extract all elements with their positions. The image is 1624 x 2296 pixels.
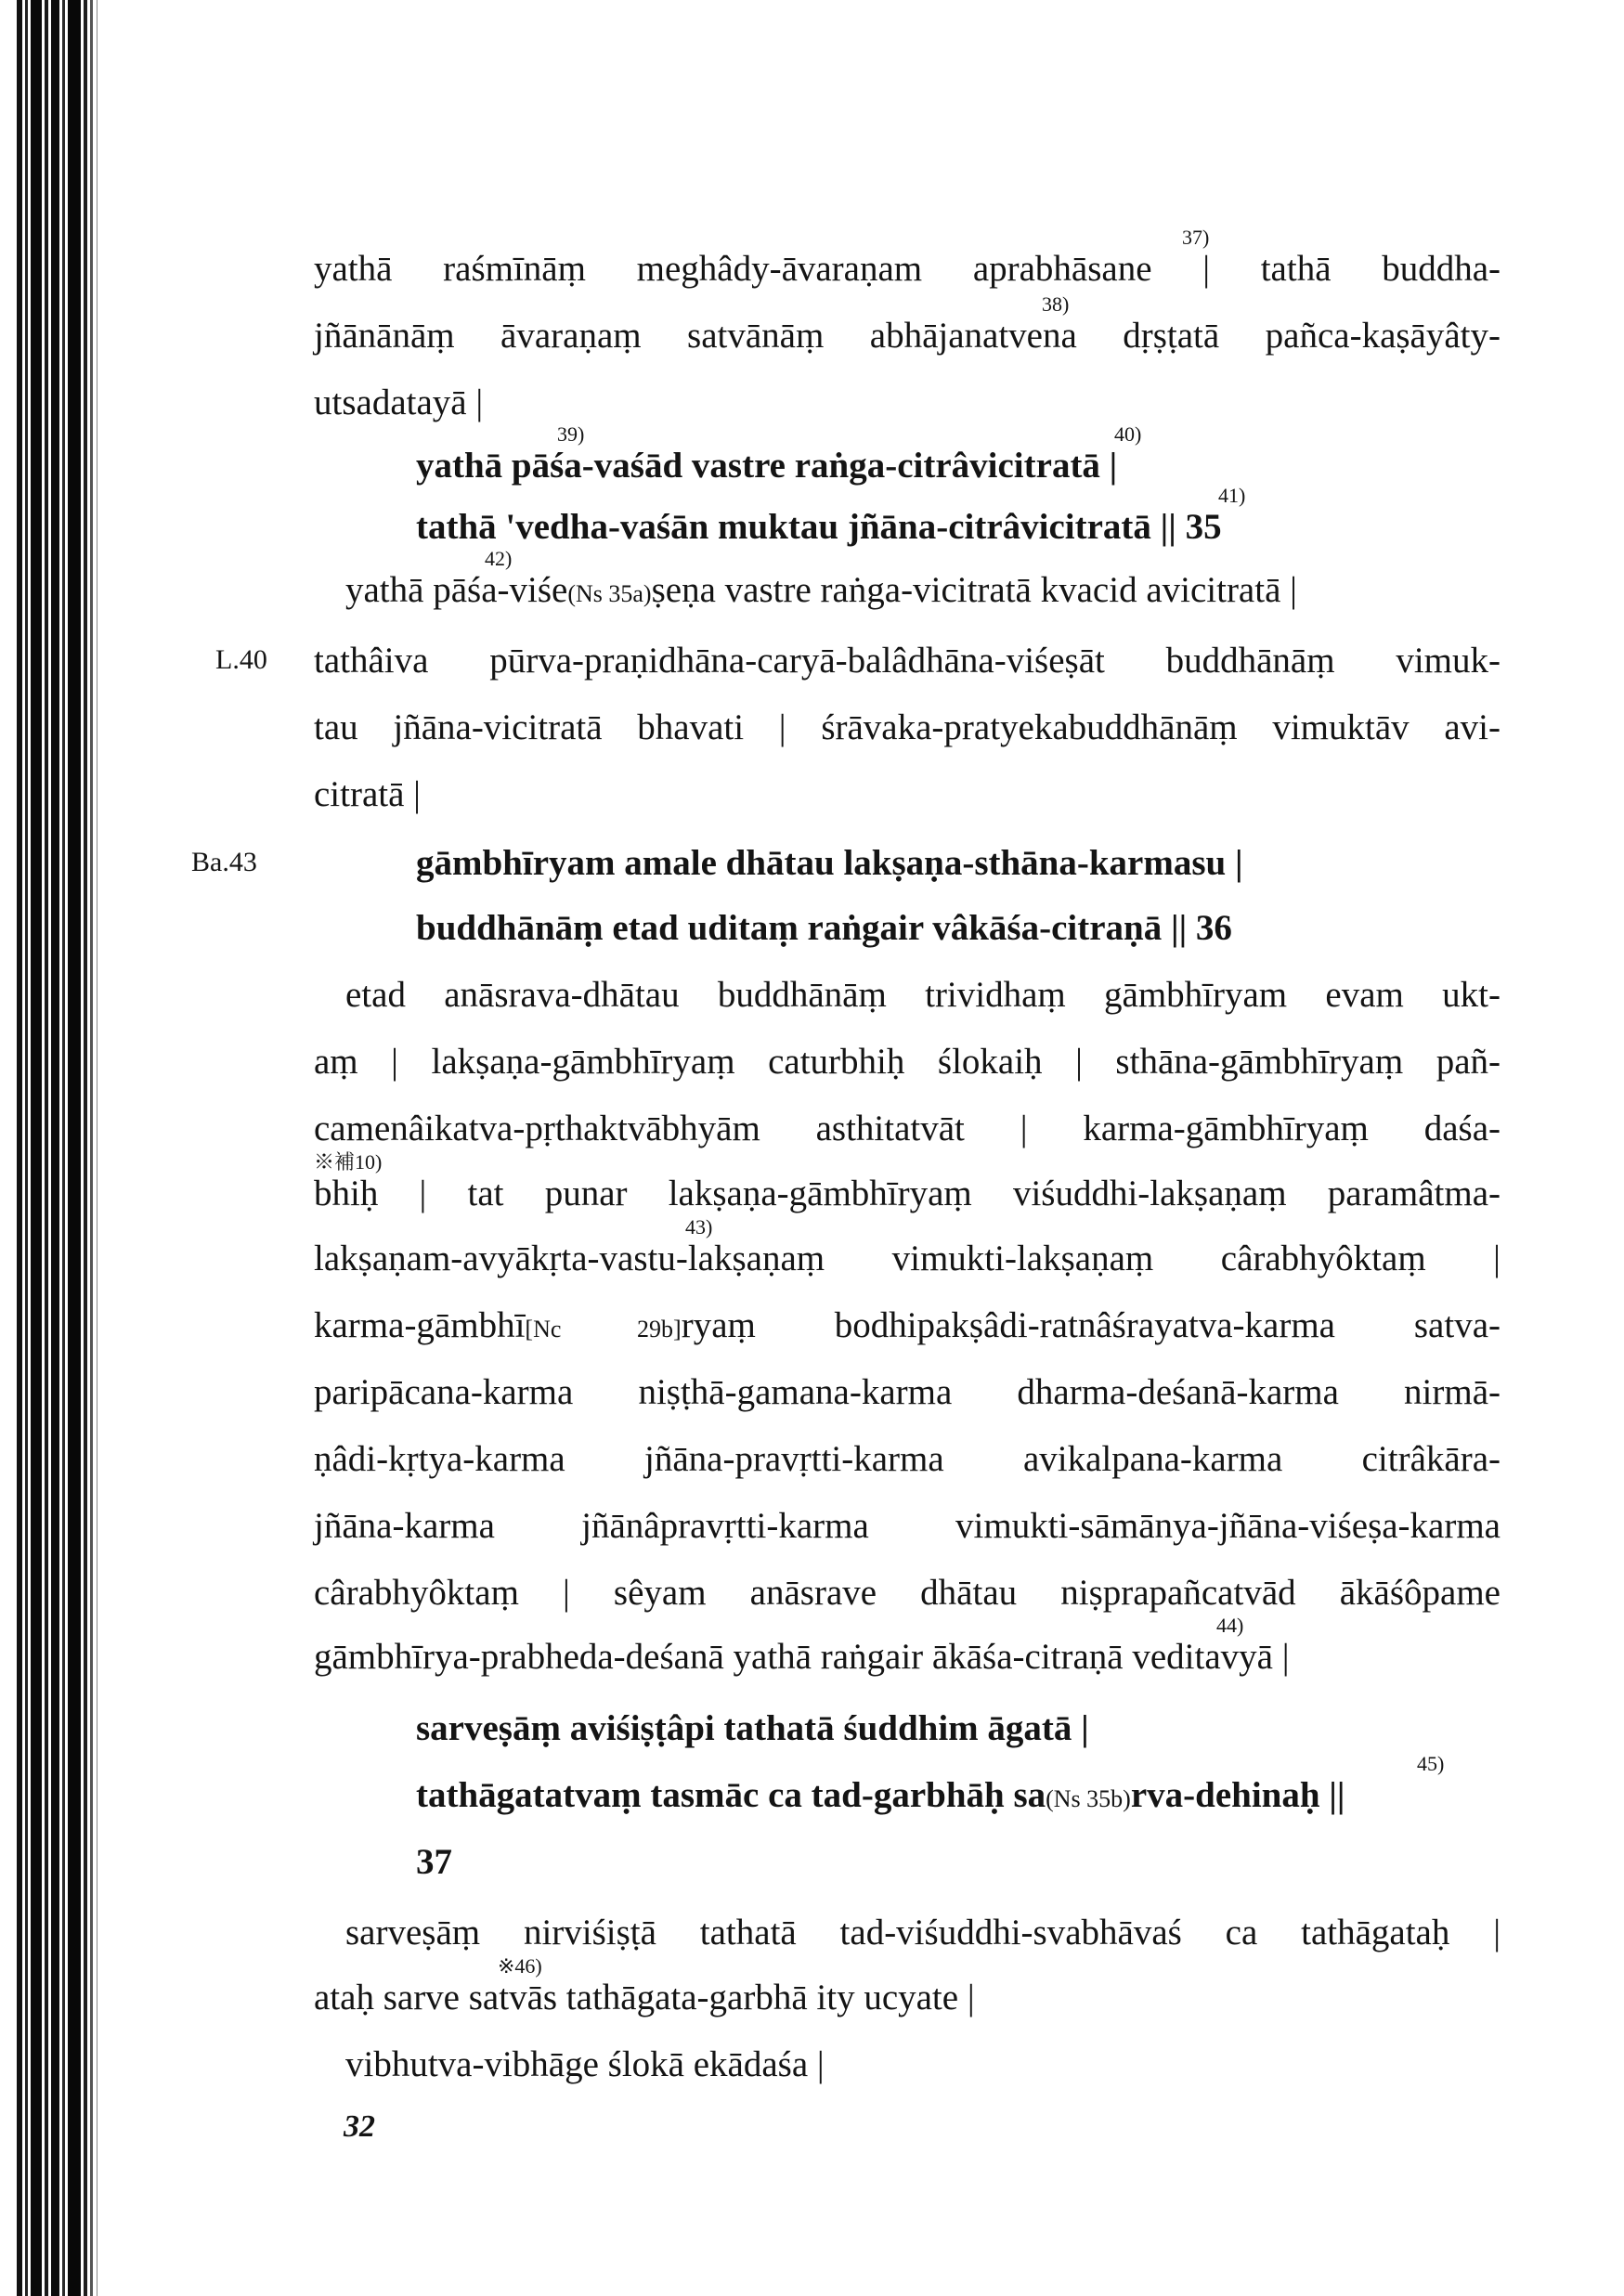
commentary-line: jñāna-karma jñānâpravṛtti-karma vimukti-sāmānya-jñāna-viśeṣa-karma — [314, 1506, 1501, 1546]
verse-line: tathā 'vedha-vaśān muktau jñāna-citrâvicitratā || 35 — [416, 507, 1222, 547]
verse-line: sarveṣāṃ aviśiṣṭâpi tathatā śuddhim āgatā | — [416, 1708, 1089, 1748]
margin-note-l40: L.40 — [215, 644, 267, 675]
commentary-line: citratā | — [314, 774, 421, 814]
commentary-line: aṃ | lakṣaṇa-gāmbhīryaṃ caturbhiḥ ślokaiḥ | sthāna-gāmbhīryaṃ pañ- — [314, 1042, 1501, 1082]
text-run: rva-dehinaḥ || — [1130, 1775, 1345, 1815]
commentary-line: sarveṣāṃ nirviśiṣṭā tathatā tad-viśuddhi-svabhāvaś ca tathāgataḥ | — [345, 1913, 1501, 1952]
verse-number: 37 — [416, 1842, 452, 1882]
footnote-marker-43: 43) — [685, 1215, 713, 1239]
commentary-line: lakṣaṇam-avyākṛta-vastu-lakṣaṇaṃ vimukti-lakṣaṇaṃ cârabhyôktaṃ | — [314, 1239, 1501, 1278]
verse-line: yathā pāśa-vaśād vastre raṅga-citrâvicitratā | — [416, 446, 1118, 486]
prose-line: utsadatayā | — [314, 383, 484, 422]
commentary-line — [345, 567, 1297, 617]
footnote-marker-38: 38) — [1042, 292, 1070, 316]
commentary-line: etad anāsrava-dhātau buddhānāṃ trividhaṃ gāmbhīryam evam ukt- — [345, 975, 1501, 1015]
commentary-line: tau jñāna-vicitratā bhavati | śrāvaka-pratyekabuddhānāṃ vimuktāv avi- — [314, 707, 1501, 747]
footnote-marker-39: 39) — [557, 422, 585, 446]
verse-line: buddhānāṃ etad uditaṃ raṅgair vâkāśa-citraṇā || 36 — [416, 908, 1232, 948]
footnote-marker-45: 45) — [1417, 1752, 1445, 1775]
edition-page-reference: [Nc 29b] — [525, 1316, 682, 1343]
text-run: karma-gāmbhī — [314, 1305, 526, 1345]
commentary-line: ṇâdi-kṛtya-karma jñāna-pravṛtti-karma avikalpana-karma citrâkāra- — [314, 1439, 1501, 1479]
supplementary-note-marker: ※補10) — [314, 1150, 383, 1174]
footnote-marker-42: 42) — [485, 547, 513, 570]
footnote-marker-41: 41) — [1218, 484, 1246, 507]
commentary-line: bhiḥ | tat punar lakṣaṇa-gāmbhīryaṃ viśuddhi-lakṣaṇaṃ paramâtma- — [314, 1174, 1501, 1213]
supplementary-note-marker: ※46) — [498, 1954, 542, 1978]
footnote-marker-37: 37) — [1182, 226, 1210, 249]
commentary-line: ataḥ sarve satvās tathāgata-garbhā ity ucyate | — [314, 1978, 975, 2017]
commentary-line: paripācana-karma niṣṭhā-gamana-karma dharma-deśanā-karma nirmā- — [314, 1372, 1501, 1412]
edition-page-reference: (Ns 35a) — [567, 580, 652, 607]
text-run: ṣeṇa vastre raṅga-vicitratā kvacid avicitratā | — [651, 570, 1297, 610]
text-run: tathāgatatvaṃ tasmāc ca tad-garbhāḥ sa — [416, 1775, 1046, 1815]
commentary-line: gāmbhīrya-prabheda-deśanā yathā raṅgair ākāśa-citraṇā veditavyā | — [314, 1637, 1290, 1677]
margin-note-ba43: Ba.43 — [191, 847, 257, 877]
verse-line — [416, 1772, 1345, 1823]
footnote-marker-44: 44) — [1216, 1614, 1244, 1637]
edition-page-reference: (Ns 35b) — [1046, 1785, 1131, 1812]
prose-line: yathā raśmīnāṃ meghâdy-āvaraṇam aprabhāsane | tathā buddha- — [314, 249, 1501, 289]
text-run: ryaṃ bodhipakṣâdi-ratnâśrayatva-karma satva- — [681, 1305, 1501, 1345]
verse-line: gāmbhīryam amale dhātau lakṣaṇa-sthāna-karmasu | — [416, 843, 1243, 883]
commentary-line: cârabhyôktaṃ | sêyam anāsrave dhātau niṣprapañcatvād ākāśôpame — [314, 1573, 1501, 1613]
commentary-line — [314, 1303, 1501, 1353]
commentary-line: tathâiva pūrva-praṇidhāna-caryā-balâdhāna-viśeṣāt buddhānāṃ vimuk- — [314, 641, 1501, 681]
text-run: yathā pāśa-viśe — [345, 570, 568, 610]
page-number: 32 — [344, 2109, 375, 2144]
footnote-marker-40: 40) — [1114, 422, 1142, 446]
section-heading-line: vibhutva-vibhāge ślokā ekādaśa | — [345, 2044, 825, 2084]
prose-line: jñānānāṃ āvaraṇaṃ satvānāṃ abhājanatvena dṛṣṭatā pañca-kaṣāyâty- — [314, 316, 1501, 356]
commentary-line: camenâikatva-pṛthaktvābhyām asthitatvāt | karma-gāmbhīryaṃ daśa- — [314, 1109, 1501, 1148]
